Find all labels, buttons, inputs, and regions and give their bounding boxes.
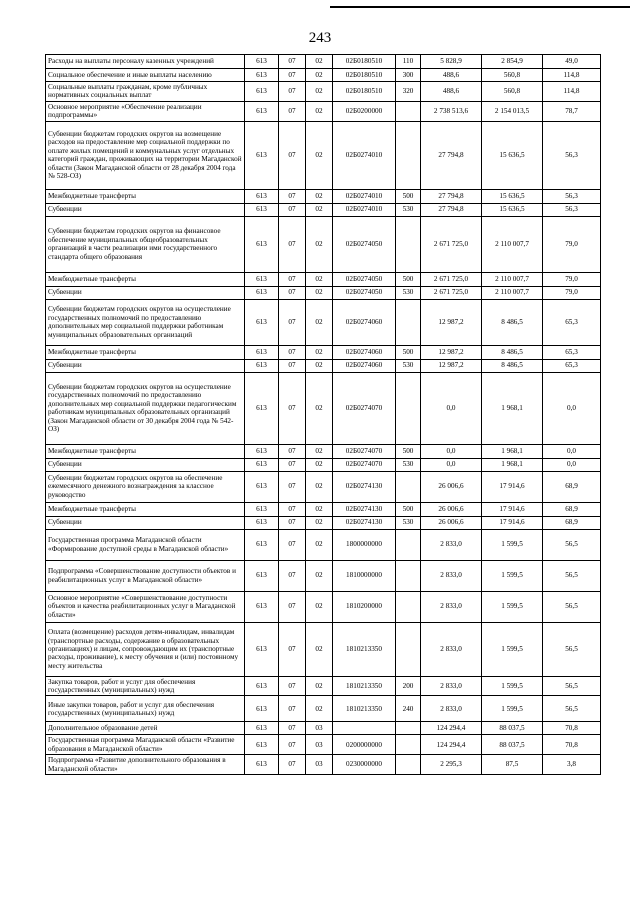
- execution-percent: 65,3: [543, 345, 601, 359]
- table-row: [46, 55, 601, 69]
- table-row: [46, 560, 601, 591]
- planned-amount: 26 006,6: [421, 516, 482, 529]
- row-name: Субвенции: [46, 516, 245, 529]
- section-code: 07: [279, 529, 306, 560]
- subsection-code: 02: [306, 622, 333, 676]
- table-row: [46, 82, 601, 102]
- executed-amount: 560,8: [482, 69, 543, 82]
- section-code: 07: [279, 82, 306, 102]
- subsection-code: 03: [306, 735, 333, 755]
- ministry-code: 613: [245, 345, 279, 359]
- executed-amount: 15 636,5: [482, 203, 543, 216]
- executed-amount: 1 599,5: [482, 560, 543, 591]
- subsection-code: 02: [306, 696, 333, 722]
- row-name: Субвенции бюджетам городских округов на осуществление государственных полномочий по предоставлению дополнительных мер социальной поддержки работникам муниципальных образовательных организаций: [46, 299, 245, 345]
- ministry-code: 613: [245, 502, 279, 516]
- table-row: [46, 121, 601, 189]
- expense-type-code: [396, 755, 421, 775]
- target-article-code: 02Б0274070: [333, 458, 396, 471]
- ministry-code: 613: [245, 735, 279, 755]
- target-article-code: 02Б0274130: [333, 471, 396, 502]
- execution-percent: 56,3: [543, 189, 601, 203]
- subsection-code: 02: [306, 216, 333, 272]
- table-row: [46, 755, 601, 775]
- execution-percent: 56,5: [543, 591, 601, 622]
- ministry-code: 613: [245, 471, 279, 502]
- row-name: Субвенции: [46, 203, 245, 216]
- section-code: 07: [279, 471, 306, 502]
- subsection-code: 02: [306, 121, 333, 189]
- target-article-code: 02Б0274050: [333, 216, 396, 272]
- target-article-code: 02Б0274010: [333, 203, 396, 216]
- subsection-code: 02: [306, 359, 333, 372]
- row-name: Субвенции бюджетам городских округов на возмещение расходов на предоставление мер социальной поддержки по оплате жилых помещений и коммунальных услуг отдельных категорий граждан, проживающих на территории Магаданской области (Закон Магаданской области от 28 декабря 2004 года № 528-ОЗ): [46, 121, 245, 189]
- planned-amount: 124 294,4: [421, 722, 482, 735]
- table-row: [46, 359, 601, 372]
- ministry-code: 613: [245, 55, 279, 69]
- ministry-code: 613: [245, 203, 279, 216]
- section-code: 07: [279, 121, 306, 189]
- subsection-code: 02: [306, 272, 333, 286]
- subsection-code: 02: [306, 299, 333, 345]
- row-name: Государственная программа Магаданской области «Формирование доступной среды в Магаданской области»: [46, 529, 245, 560]
- table-row: [46, 69, 601, 82]
- row-name: Субвенции бюджетам городских округов на финансовое обеспечение муниципальных общеобразовательных организаций в части реализации ими государственного стандарта общего образования: [46, 216, 245, 272]
- ministry-code: 613: [245, 755, 279, 775]
- ministry-code: 613: [245, 516, 279, 529]
- executed-amount: 1 968,1: [482, 458, 543, 471]
- subsection-code: 02: [306, 471, 333, 502]
- execution-percent: 56,5: [543, 696, 601, 722]
- row-name: Подпрограмма «Развитие дополнительного образования в Магаданской области»: [46, 755, 245, 775]
- table-row: [46, 203, 601, 216]
- target-article-code: 1810213350: [333, 622, 396, 676]
- subsection-code: 02: [306, 82, 333, 102]
- subsection-code: 02: [306, 286, 333, 299]
- row-name: Субвенции бюджетам городских округов на осуществление государственных полномочий по предоставлению дополнительных мер социальной поддержки педагогическим работникам муниципальных образовательных организаций (Закон Магаданской области от 30 декабря 2004 года № 542-ОЗ): [46, 372, 245, 444]
- expense-type-code: [396, 299, 421, 345]
- expense-type-code: [396, 471, 421, 502]
- target-article-code: 02Б0274060: [333, 359, 396, 372]
- expense-type-code: 110: [396, 55, 421, 69]
- planned-amount: 12 987,2: [421, 299, 482, 345]
- section-code: 07: [279, 755, 306, 775]
- subsection-code: 02: [306, 101, 333, 121]
- expense-type-code: [396, 722, 421, 735]
- scan-edge-line: [330, 6, 630, 8]
- expense-type-code: 530: [396, 203, 421, 216]
- target-article-code: 02Б0200000: [333, 101, 396, 121]
- section-code: 07: [279, 189, 306, 203]
- planned-amount: 12 987,2: [421, 345, 482, 359]
- expense-type-code: 500: [396, 272, 421, 286]
- target-article-code: 02Б0274070: [333, 444, 396, 458]
- ministry-code: 613: [245, 529, 279, 560]
- subsection-code: 03: [306, 722, 333, 735]
- planned-amount: 2 671 725,0: [421, 286, 482, 299]
- planned-amount: 488,6: [421, 69, 482, 82]
- expense-type-code: 240: [396, 696, 421, 722]
- section-code: 07: [279, 722, 306, 735]
- ministry-code: 613: [245, 444, 279, 458]
- table-row: [46, 444, 601, 458]
- subsection-code: 02: [306, 69, 333, 82]
- table-row: [46, 735, 601, 755]
- executed-amount: 8 486,5: [482, 359, 543, 372]
- ministry-code: 613: [245, 121, 279, 189]
- execution-percent: 3,8: [543, 755, 601, 775]
- subsection-code: 02: [306, 55, 333, 69]
- execution-percent: 65,3: [543, 299, 601, 345]
- executed-amount: 15 636,5: [482, 121, 543, 189]
- ministry-code: 613: [245, 696, 279, 722]
- planned-amount: 0,0: [421, 444, 482, 458]
- execution-percent: 56,5: [543, 676, 601, 696]
- planned-amount: 2 738 513,6: [421, 101, 482, 121]
- planned-amount: 26 006,6: [421, 471, 482, 502]
- row-name: Социальные выплаты гражданам, кроме публичных нормативных социальных выплат: [46, 82, 245, 102]
- ministry-code: 613: [245, 69, 279, 82]
- row-name: Государственная программа Магаданской области «Развитие образования в Магаданской области»: [46, 735, 245, 755]
- target-article-code: 02Б0274050: [333, 286, 396, 299]
- ministry-code: 613: [245, 622, 279, 676]
- target-article-code: 02Б0274130: [333, 516, 396, 529]
- execution-percent: 70,8: [543, 735, 601, 755]
- ministry-code: 613: [245, 560, 279, 591]
- executed-amount: 1 599,5: [482, 529, 543, 560]
- execution-percent: 0,0: [543, 444, 601, 458]
- target-article-code: 1810200000: [333, 591, 396, 622]
- execution-percent: 49,0: [543, 55, 601, 69]
- target-article-code: [333, 722, 396, 735]
- ministry-code: 613: [245, 372, 279, 444]
- table-row: [46, 529, 601, 560]
- expense-type-code: 300: [396, 69, 421, 82]
- ministry-code: 613: [245, 722, 279, 735]
- executed-amount: 1 599,5: [482, 676, 543, 696]
- table-row: [46, 299, 601, 345]
- expense-type-code: 200: [396, 676, 421, 696]
- executed-amount: 1 599,5: [482, 696, 543, 722]
- execution-percent: 56,3: [543, 203, 601, 216]
- planned-amount: 2 833,0: [421, 696, 482, 722]
- executed-amount: 15 636,5: [482, 189, 543, 203]
- execution-percent: 79,0: [543, 286, 601, 299]
- expense-type-code: [396, 735, 421, 755]
- planned-amount: 12 987,2: [421, 359, 482, 372]
- expense-type-code: 320: [396, 82, 421, 102]
- row-name: Дополнительное образование детей: [46, 722, 245, 735]
- target-article-code: 02Б0274070: [333, 372, 396, 444]
- planned-amount: 0,0: [421, 372, 482, 444]
- planned-amount: 488,6: [421, 82, 482, 102]
- subsection-code: 02: [306, 203, 333, 216]
- expense-type-code: 530: [396, 458, 421, 471]
- row-name: Межбюджетные трансферты: [46, 444, 245, 458]
- table-row: [46, 722, 601, 735]
- budget-table: [45, 54, 601, 775]
- section-code: 07: [279, 676, 306, 696]
- expense-type-code: 500: [396, 502, 421, 516]
- expense-type-code: [396, 121, 421, 189]
- planned-amount: 27 794,8: [421, 203, 482, 216]
- execution-percent: 0,0: [543, 372, 601, 444]
- planned-amount: 2 833,0: [421, 622, 482, 676]
- target-article-code: 0230000000: [333, 755, 396, 775]
- execution-percent: 0,0: [543, 458, 601, 471]
- expense-type-code: 530: [396, 516, 421, 529]
- row-name: Закупка товаров, работ и услуг для обеспечения государственных (муниципальных) нужд: [46, 676, 245, 696]
- executed-amount: 87,5: [482, 755, 543, 775]
- ministry-code: 613: [245, 458, 279, 471]
- ministry-code: 613: [245, 359, 279, 372]
- expense-type-code: [396, 560, 421, 591]
- row-name: Социальное обеспечение и иные выплаты населению: [46, 69, 245, 82]
- row-name: Межбюджетные трансферты: [46, 345, 245, 359]
- expense-type-code: 530: [396, 359, 421, 372]
- execution-percent: 56,5: [543, 529, 601, 560]
- subsection-code: 02: [306, 676, 333, 696]
- section-code: 07: [279, 735, 306, 755]
- section-code: 07: [279, 216, 306, 272]
- executed-amount: 8 486,5: [482, 299, 543, 345]
- executed-amount: 1 599,5: [482, 622, 543, 676]
- row-name: Межбюджетные трансферты: [46, 502, 245, 516]
- target-article-code: 1810213350: [333, 676, 396, 696]
- planned-amount: 26 006,6: [421, 502, 482, 516]
- row-name: Межбюджетные трансферты: [46, 272, 245, 286]
- planned-amount: 5 828,9: [421, 55, 482, 69]
- section-code: 07: [279, 55, 306, 69]
- table-row: [46, 189, 601, 203]
- table-row: [46, 345, 601, 359]
- subsection-code: 02: [306, 458, 333, 471]
- executed-amount: 2 110 007,7: [482, 216, 543, 272]
- execution-percent: 65,3: [543, 359, 601, 372]
- expense-type-code: 500: [396, 444, 421, 458]
- subsection-code: 02: [306, 502, 333, 516]
- executed-amount: 88 037,5: [482, 722, 543, 735]
- row-name: Субвенции: [46, 359, 245, 372]
- planned-amount: 27 794,8: [421, 121, 482, 189]
- ministry-code: 613: [245, 101, 279, 121]
- row-name: Подпрограмма «Совершенствование доступности объектов и реабилитационных услуг в Магаданской области»: [46, 560, 245, 591]
- table-row: [46, 471, 601, 502]
- target-article-code: 02Б0274010: [333, 189, 396, 203]
- section-code: 07: [279, 372, 306, 444]
- ministry-code: 613: [245, 286, 279, 299]
- section-code: 07: [279, 622, 306, 676]
- section-code: 07: [279, 345, 306, 359]
- ministry-code: 613: [245, 272, 279, 286]
- planned-amount: 2 833,0: [421, 676, 482, 696]
- planned-amount: 2 833,0: [421, 560, 482, 591]
- target-article-code: 02Б0274050: [333, 272, 396, 286]
- table-row: [46, 372, 601, 444]
- executed-amount: 1 968,1: [482, 372, 543, 444]
- subsection-code: 02: [306, 529, 333, 560]
- planned-amount: 0,0: [421, 458, 482, 471]
- planned-amount: 2 295,3: [421, 755, 482, 775]
- execution-percent: 114,8: [543, 69, 601, 82]
- target-article-code: 02Б0274060: [333, 299, 396, 345]
- subsection-code: 02: [306, 516, 333, 529]
- row-name: Расходы на выплаты персоналу казенных учреждений: [46, 55, 245, 69]
- execution-percent: 56,5: [543, 622, 601, 676]
- section-code: 07: [279, 516, 306, 529]
- planned-amount: 2 671 725,0: [421, 272, 482, 286]
- target-article-code: 1800000000: [333, 529, 396, 560]
- target-article-code: 1810000000: [333, 560, 396, 591]
- section-code: 07: [279, 591, 306, 622]
- execution-percent: 68,9: [543, 516, 601, 529]
- expense-type-code: [396, 101, 421, 121]
- expense-type-code: 500: [396, 345, 421, 359]
- subsection-code: 02: [306, 372, 333, 444]
- execution-percent: 56,5: [543, 560, 601, 591]
- subsection-code: 02: [306, 591, 333, 622]
- row-name: Основное мероприятие «Обеспечение реализации подпрограммы»: [46, 101, 245, 121]
- row-name: Субвенции бюджетам городских округов на обеспечение ежемесячного денежного вознаграждения за классное руководство: [46, 471, 245, 502]
- execution-percent: 79,0: [543, 272, 601, 286]
- ministry-code: 613: [245, 299, 279, 345]
- ministry-code: 613: [245, 591, 279, 622]
- executed-amount: 2 110 007,7: [482, 272, 543, 286]
- executed-amount: 17 914,6: [482, 516, 543, 529]
- subsection-code: 02: [306, 189, 333, 203]
- planned-amount: 2 833,0: [421, 591, 482, 622]
- table-row: [46, 516, 601, 529]
- target-article-code: 0200000000: [333, 735, 396, 755]
- ministry-code: 613: [245, 82, 279, 102]
- table-row: [46, 216, 601, 272]
- table-row: [46, 676, 601, 696]
- section-code: 07: [279, 696, 306, 722]
- executed-amount: 2 110 007,7: [482, 286, 543, 299]
- section-code: 07: [279, 272, 306, 286]
- section-code: 07: [279, 286, 306, 299]
- section-code: 07: [279, 299, 306, 345]
- executed-amount: 2 854,9: [482, 55, 543, 69]
- section-code: 07: [279, 101, 306, 121]
- table-row: [46, 696, 601, 722]
- table-row: [46, 502, 601, 516]
- target-article-code: 02Б0274060: [333, 345, 396, 359]
- target-article-code: 02Б0274010: [333, 121, 396, 189]
- section-code: 07: [279, 502, 306, 516]
- table-row: [46, 622, 601, 676]
- table-row: [46, 272, 601, 286]
- table-row: [46, 458, 601, 471]
- execution-percent: 68,9: [543, 471, 601, 502]
- executed-amount: 8 486,5: [482, 345, 543, 359]
- row-name: Межбюджетные трансферты: [46, 189, 245, 203]
- execution-percent: 68,9: [543, 502, 601, 516]
- planned-amount: 27 794,8: [421, 189, 482, 203]
- row-name: Субвенции: [46, 286, 245, 299]
- planned-amount: 2 671 725,0: [421, 216, 482, 272]
- section-code: 07: [279, 458, 306, 471]
- expense-type-code: [396, 622, 421, 676]
- section-code: 07: [279, 69, 306, 82]
- executed-amount: 560,8: [482, 82, 543, 102]
- subsection-code: 02: [306, 560, 333, 591]
- table-row: [46, 101, 601, 121]
- subsection-code: 02: [306, 345, 333, 359]
- ministry-code: 613: [245, 676, 279, 696]
- expense-type-code: 500: [396, 189, 421, 203]
- section-code: 07: [279, 560, 306, 591]
- planned-amount: 124 294,4: [421, 735, 482, 755]
- subsection-code: 03: [306, 755, 333, 775]
- target-article-code: 02Б0180510: [333, 82, 396, 102]
- row-name: Оплата (возмещение) расходов детям-инвалидам, инвалидам (транспортные расходы, содержание в образовательных организациях) и лицам, сопровождающим их (транспортные расходы, проживание), к месту обучения и (или) постоянному месту жительства: [46, 622, 245, 676]
- table-row: [46, 591, 601, 622]
- target-article-code: 02Б0274130: [333, 502, 396, 516]
- section-code: 07: [279, 444, 306, 458]
- executed-amount: 88 037,5: [482, 735, 543, 755]
- row-name: Иные закупки товаров, работ и услуг для обеспечения государственных (муниципальных) нужд: [46, 696, 245, 722]
- executed-amount: 1 599,5: [482, 591, 543, 622]
- execution-percent: 56,3: [543, 121, 601, 189]
- expense-type-code: [396, 529, 421, 560]
- executed-amount: 2 154 013,5: [482, 101, 543, 121]
- target-article-code: 02Б0180510: [333, 69, 396, 82]
- page-number: 243: [308, 30, 332, 46]
- expense-type-code: [396, 591, 421, 622]
- target-article-code: 1810213350: [333, 696, 396, 722]
- execution-percent: 70,8: [543, 722, 601, 735]
- ministry-code: 613: [245, 216, 279, 272]
- planned-amount: 2 833,0: [421, 529, 482, 560]
- row-name: Субвенции: [46, 458, 245, 471]
- table-row: [46, 286, 601, 299]
- target-article-code: 02Б0180510: [333, 55, 396, 69]
- section-code: 07: [279, 359, 306, 372]
- executed-amount: 1 968,1: [482, 444, 543, 458]
- subsection-code: 02: [306, 444, 333, 458]
- ministry-code: 613: [245, 189, 279, 203]
- expense-type-code: [396, 372, 421, 444]
- execution-percent: 114,8: [543, 82, 601, 102]
- executed-amount: 17 914,6: [482, 471, 543, 502]
- execution-percent: 79,0: [543, 216, 601, 272]
- expense-type-code: 530: [396, 286, 421, 299]
- executed-amount: 17 914,6: [482, 502, 543, 516]
- execution-percent: 78,7: [543, 101, 601, 121]
- expense-type-code: [396, 216, 421, 272]
- section-code: 07: [279, 203, 306, 216]
- row-name: Основное мероприятие «Совершенствование доступности объектов и качества реабилитационных услуг в Магаданской области»: [46, 591, 245, 622]
